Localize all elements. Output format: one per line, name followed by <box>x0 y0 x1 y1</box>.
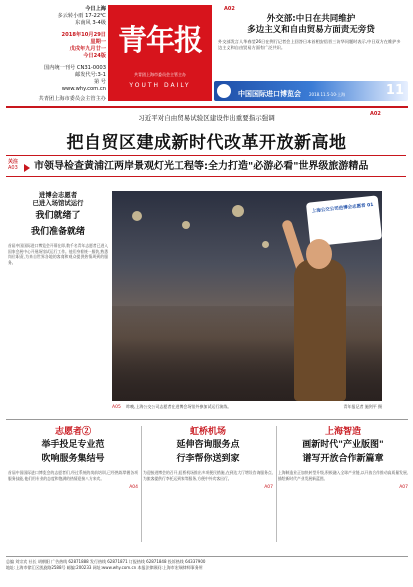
feature-caption-text: 昨晚,上海公交公司志愿者在进博会场馆外参加试运行演练。 <box>126 404 232 409</box>
feature-caption <box>112 404 382 410</box>
masthead <box>108 5 212 101</box>
masthead-subtitle: 共青团上海市委员会主管主办 <box>134 72 186 77</box>
column-airport[interactable] <box>143 424 273 544</box>
column-headline-2: 谱写开放合作新篇章 <box>302 454 384 464</box>
masthead-english: YOUTH DAILY <box>129 82 191 89</box>
expo-countdown: 11 <box>385 83 404 98</box>
photo-sign-text: 上海公交公司进博会志愿者 01 <box>311 202 374 215</box>
feature-photo[interactable] <box>112 191 382 401</box>
masthead-title: 青年报 <box>117 23 202 57</box>
photo-volunteer-head <box>306 239 332 269</box>
weather-line-3: 东南风 3-4级 <box>75 20 106 26</box>
column-manufacturing[interactable] <box>278 424 408 544</box>
column-page-tag: A07 <box>264 485 273 491</box>
column-tag: 虹桥机场 <box>189 427 226 437</box>
column-divider <box>141 426 142 542</box>
main-page-tag: A02 <box>370 111 381 117</box>
column-headline-1: 延伸咨询服务点 <box>176 440 240 450</box>
main-headline[interactable]: 把自贸区建成新时代改革开放新高地 <box>66 133 347 153</box>
photo-light <box>182 221 190 229</box>
issue-line-1: 国内统一刊号 CN31-0003 <box>44 65 106 71</box>
top-story-title-1: 外交部:中日在共同维护 <box>266 14 356 24</box>
secondary-headline: 市领导检查黄浦江两岸景观灯光工程等:全力打造"必游必看"世界级旅游精品 <box>34 161 369 172</box>
column-page-tag: A04 <box>129 485 138 491</box>
footer-line-1: 总编 刘宗宾 社长 胡朝阳 广告热线 62871888 发行热线 62871871 订报热线 62871848 投诉热线 64337900 <box>6 559 206 564</box>
feature-side-title-2: 已进入场馆试运行 <box>32 199 84 207</box>
column-body: 上海制造业正加快转型升级,积极融入全球产业链,以开放合作推动高质量发展,描绘新时代产业发展新蓝图。 <box>278 470 408 481</box>
expo-panda-icon <box>217 84 231 98</box>
issue-line-2: 邮发代号:3-1 <box>75 72 106 78</box>
photo-light <box>232 205 244 217</box>
feature-page-tag: A05 <box>112 405 121 410</box>
feature-side-title-1: 进博会志愿者 <box>38 191 78 199</box>
column-headline-1: 举手投足专业范 <box>41 440 105 450</box>
footer <box>6 556 408 582</box>
top-story-page-tag: A02 <box>224 6 235 12</box>
column-page-tag: A07 <box>399 485 408 491</box>
expo-banner-sub: 2018.11.5-10·上海 <box>309 92 346 97</box>
weather-line-2: 多云转小雨 17-22℃ <box>57 13 106 19</box>
date-line: 2018年10月29日 <box>61 32 106 38</box>
secondary-chevron-icon <box>24 164 30 172</box>
photo-volunteer <box>294 259 346 401</box>
lunar-date-line: 戊戌年九月廿一 <box>69 46 106 52</box>
footer-line-2: 地址:上海市徐汇区凯旋路2588号 邮编:200233 网址:www.why.com.cn 本报法律顾问:上海市宏瑞律师事务所 <box>6 565 203 570</box>
secondary-label-text: 关注 <box>8 159 19 165</box>
main-kicker: 习近平对自由贸易试验区建设作出重要指示强调 <box>138 114 275 122</box>
issue-line-3: 第 号 <box>93 79 106 85</box>
top-story-summary: 外交部发言人华春莹26日在例行记者会上回答日本首相安倍晋三访华问题时表示,中日双方在维护多边主义和自由贸易方面有广泛共识。 <box>218 39 401 50</box>
secondary-label <box>8 159 18 171</box>
column-divider <box>276 426 277 542</box>
column-headline-2: 行李帮你送到家 <box>176 454 240 464</box>
weekday-line: 星期一 <box>90 39 106 45</box>
top-story-title-2: 多边主义和自由贸易方面责无旁贷 <box>247 25 375 35</box>
feature-photographer: 青年报记者 施剑平 摄 <box>343 404 382 409</box>
column-volunteers[interactable] <box>8 424 138 544</box>
secondary-label-page: A03 <box>8 165 18 171</box>
column-headline-1: 画新时代"产业版图" <box>302 440 384 450</box>
column-tag: 志愿者② <box>54 427 91 437</box>
top-story[interactable] <box>214 6 408 102</box>
feature-handwriting-2: 我们准备就绪 <box>30 227 85 237</box>
photo-light <box>132 211 142 221</box>
weather-line-1: 今日上海 <box>85 6 106 12</box>
edition-count-line: 今日24版 <box>83 53 106 59</box>
column-headline-2: 吹响服务集结号 <box>41 454 105 464</box>
header-info-left <box>6 6 106 102</box>
secondary-story[interactable] <box>6 155 406 177</box>
website-line: www.why.com.cn <box>61 86 106 92</box>
feature-handwriting-1: 我们就绪了 <box>35 211 81 221</box>
column-body: 为迎接进博会的召开,虹桥机场推出多项便民措施,在到达大厅增设咨询服务点,为旅客提供行李托运到家等服务,方便中外宾客出行。 <box>143 470 273 481</box>
section-divider <box>6 419 408 420</box>
header-divider <box>6 106 408 108</box>
feature-side-column[interactable] <box>8 191 108 401</box>
publisher-note: 共青团上海市委员会主管主办 <box>38 96 106 102</box>
expo-banner-text: 中国国际进口博览会 <box>238 90 301 98</box>
expo-banner[interactable] <box>214 81 408 101</box>
photo-light <box>262 241 269 248</box>
column-tag: 上海智造 <box>324 427 361 437</box>
column-body: 首届中国国际进口博览会的志愿者们,经过系统的岗前培训,已经熟练掌握各项服务技能,他们用专业的态度和饱满的热情迎接八方来宾。 <box>8 470 138 481</box>
feature-body: 首届中国国际进口博览会开幕在即,数千名青年志愿者已进入国家会展中心开展场馆试运行工作。他们身着统一服装,熟悉岗位职责,为来自世界各地的客商和观众提供热情周到的服务。 <box>8 243 108 265</box>
